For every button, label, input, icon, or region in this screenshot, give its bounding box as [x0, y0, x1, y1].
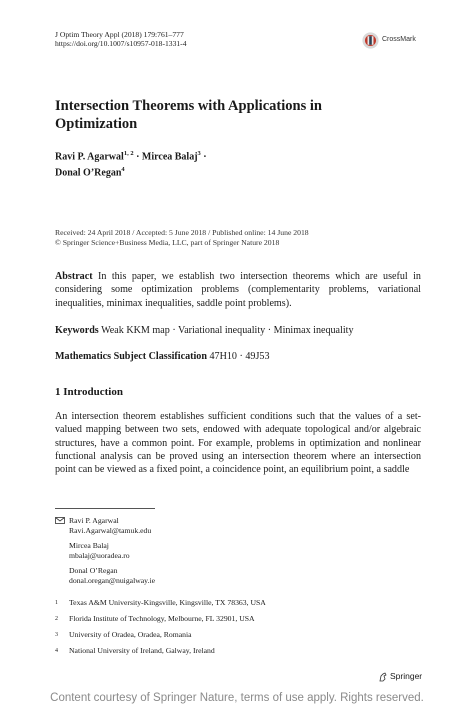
contact-name: Ravi P. Agarwal — [69, 516, 119, 525]
author-name[interactable]: Mircea Balaj — [141, 151, 198, 163]
publication-dates — [55, 228, 415, 248]
footnote-divider — [55, 508, 155, 509]
author-affiliation-ref: 4 — [121, 166, 125, 174]
article-title: Intersection Theorems with Applications in Optimization — [55, 98, 322, 132]
rights-footer: Content courtesy of Springer Nature, terms of use apply. Rights reserved. — [50, 692, 424, 704]
author-list — [55, 147, 395, 180]
journal-header — [55, 30, 187, 48]
copyright-line: © Springer Science+Business Media, LLC, part of Springer Nature 2018 — [55, 238, 280, 247]
affiliation-text: Texas A&M University-Kingsville, Kingsville, TX 78363, USA — [69, 598, 266, 607]
affiliation-text: Florida Institute of Technology, Melbourne, FL 32901, USA — [69, 614, 255, 623]
abstract-text: In this paper, we establish two intersection theorems which are useful in considering some optimization problems (complementarity problems, variational inequalities, minimax inequalities, saddle point problems). — [55, 271, 421, 309]
springer-horse-icon — [378, 672, 388, 682]
contact-block — [55, 516, 315, 591]
affiliation-list — [55, 598, 355, 662]
abstract — [55, 270, 421, 310]
keywords-text: Weak KKM map · Variational inequality · Minimax inequality — [101, 325, 354, 336]
affiliation-item — [55, 646, 355, 656]
contact-entry — [69, 516, 315, 536]
author-name[interactable]: Donal O’Regan — [55, 167, 122, 179]
keywords-label: Keywords — [55, 325, 99, 336]
affiliation-number: 3 — [55, 632, 58, 638]
author-separator: · — [133, 151, 142, 163]
contact-entry — [69, 541, 315, 561]
affiliation-number: 4 — [55, 648, 58, 654]
contact-email[interactable]: mbalaj@uoradea.ro — [69, 551, 130, 560]
section-heading: 1 Introduction — [55, 386, 123, 398]
journal-citation: J Optim Theory Appl (2018) 179:761–777 — [55, 30, 184, 39]
abstract-label: Abstract — [55, 271, 93, 282]
author-affiliation-ref: 1, 2 — [123, 150, 134, 157]
crossmark-icon — [362, 32, 379, 49]
msc-label: Mathematics Subject Classification — [55, 351, 207, 362]
subject-classification — [55, 350, 421, 363]
affiliation-item — [55, 630, 355, 640]
contact-email[interactable]: Ravi.Agarwal@tamuk.edu — [69, 526, 152, 535]
contact-name: Mircea Balaj — [69, 541, 109, 550]
author-affiliation-ref: 3 — [197, 150, 201, 157]
affiliation-text: National University of Ireland, Galway, Ireland — [69, 646, 215, 655]
keywords — [55, 324, 421, 337]
affiliation-number: 1 — [55, 600, 58, 606]
contact-entry — [69, 566, 315, 586]
crossmark-badge[interactable] — [362, 32, 432, 50]
contact-name: Donal O’Regan — [69, 566, 118, 575]
publisher-logo — [378, 671, 422, 682]
contact-email[interactable]: donal.oregan@nuigalway.ie — [69, 576, 155, 585]
doi-link[interactable]: https://doi.org/10.1007/s10957-018-1331-4 — [55, 39, 187, 48]
affiliation-number: 2 — [55, 616, 58, 622]
intro-paragraph: An intersection theorem establishes sufficient conditions such that the values of a set-valued mapping between two sets, endowed with adequate topological and/or algebraic structures, have a common point. For example, problems in optimization and nonlinear functional analysis can be proved using an intersection theorem where an intersection point can be viewed as a fixed point, a coincidence point, an equilibrium point, a saddle — [55, 411, 421, 476]
publisher-name: Springer — [390, 671, 423, 681]
history-line: Received: 24 April 2018 / Accepted: 5 June 2018 / Published online: 14 June 2018 — [55, 228, 309, 237]
author-separator: · — [200, 151, 207, 163]
msc-text: 47H10 · 49J53 — [209, 351, 270, 362]
affiliation-item — [55, 614, 355, 624]
affiliation-item — [55, 598, 355, 608]
crossmark-label: CrossMark — [382, 36, 416, 43]
envelope-icon — [55, 517, 65, 524]
author-name[interactable]: Ravi P. Agarwal — [55, 151, 124, 163]
affiliation-text: University of Oradea, Oradea, Romania — [69, 630, 192, 639]
